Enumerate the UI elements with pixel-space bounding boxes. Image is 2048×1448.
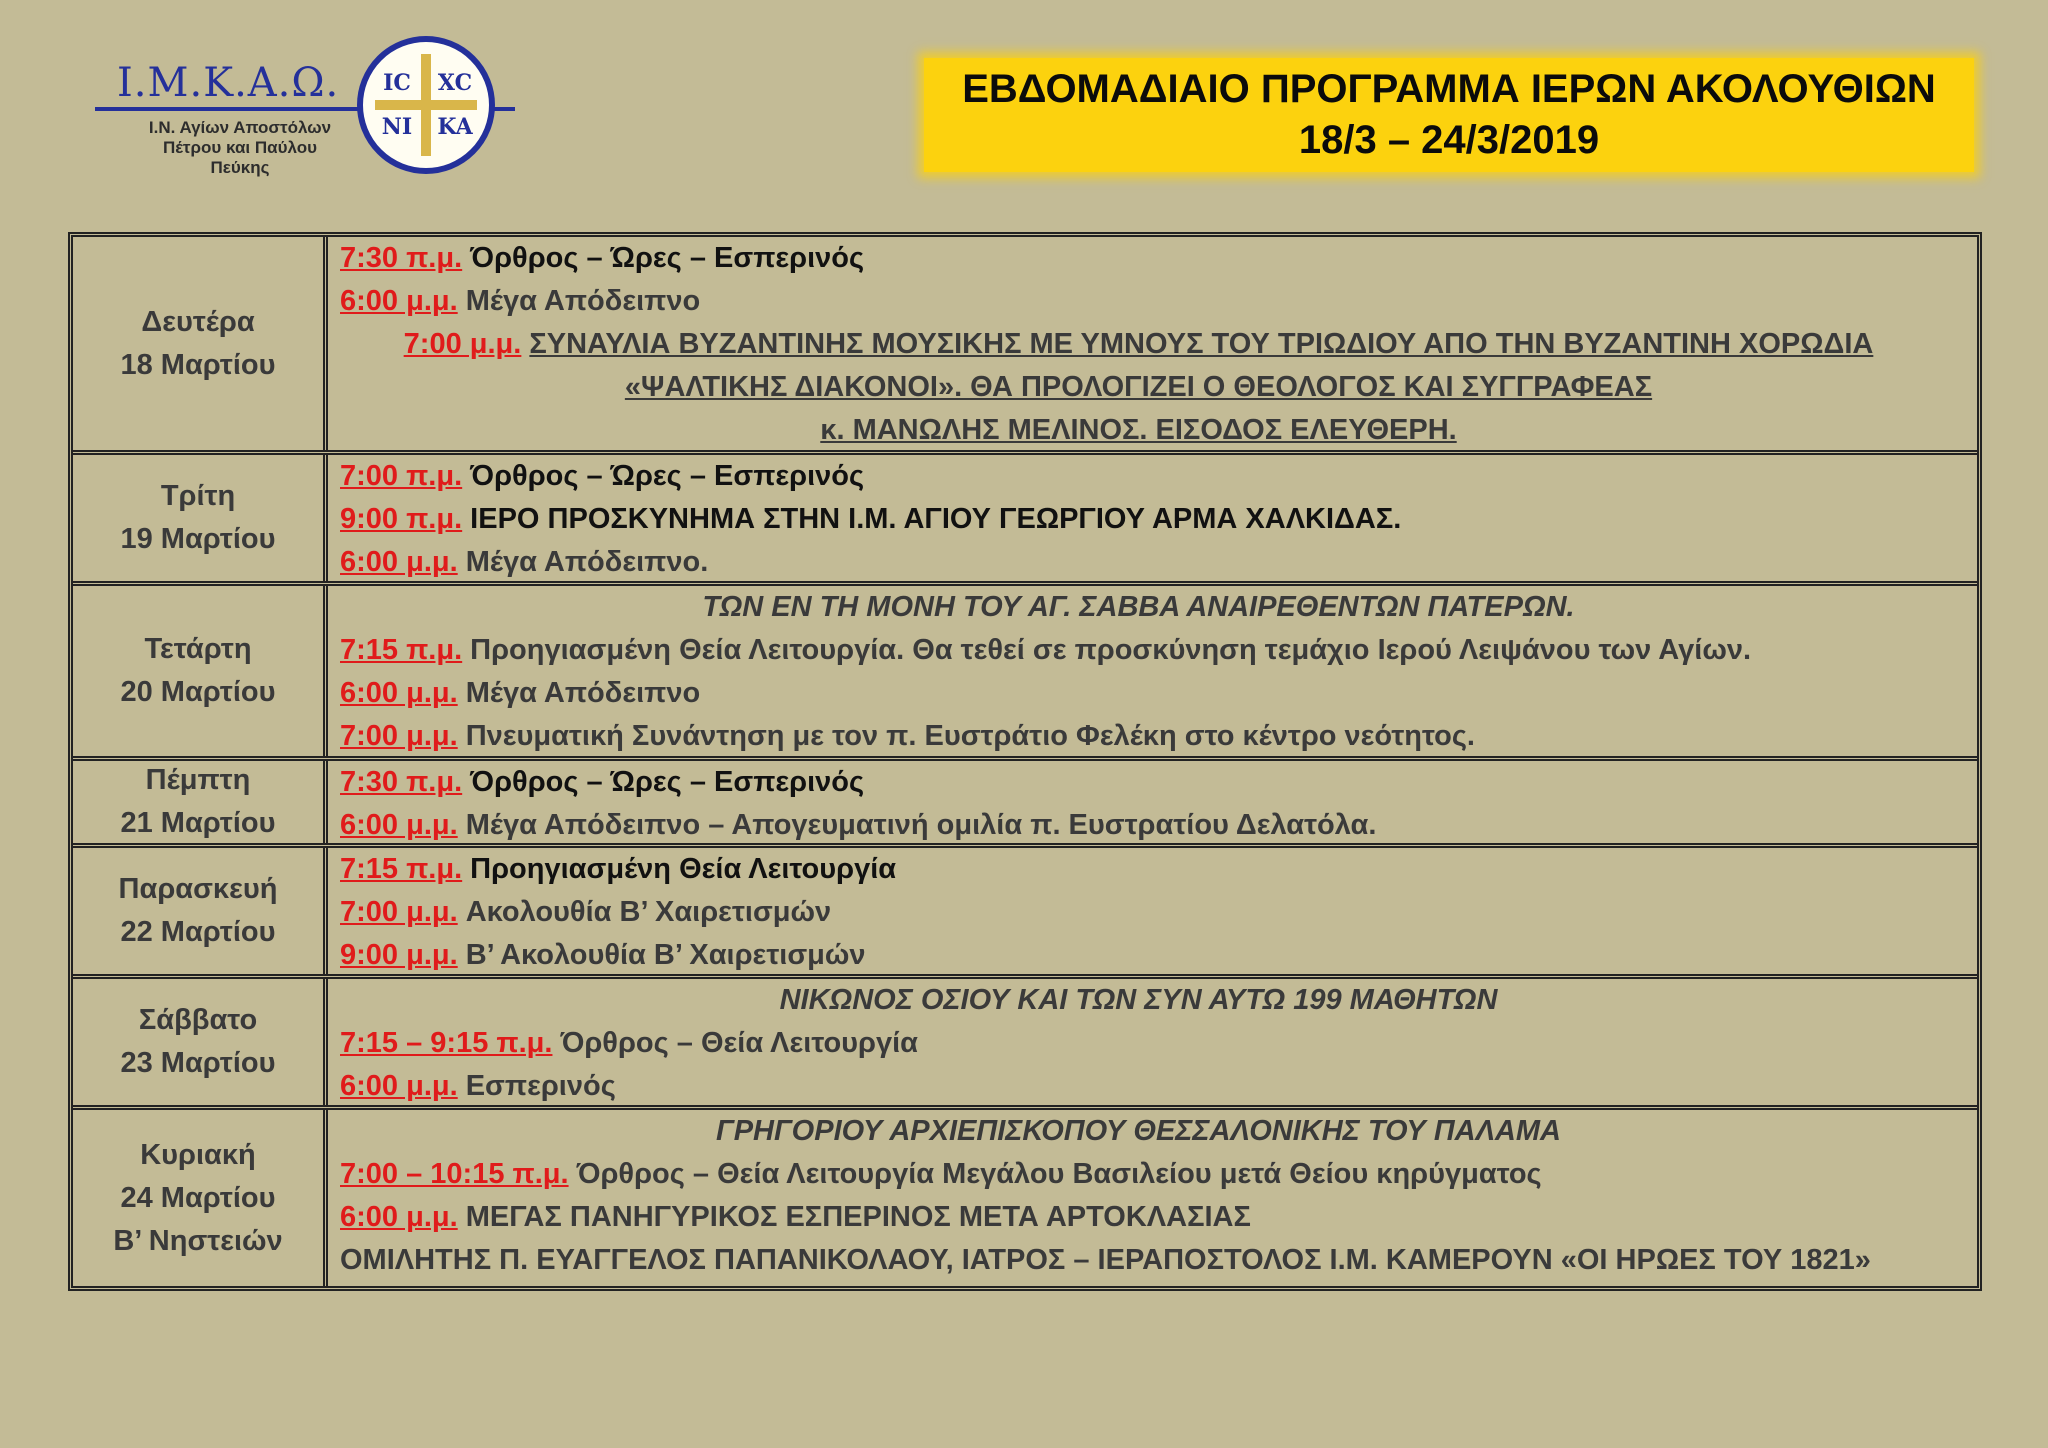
logo-subtitle-line: Πέτρου και Παύλου xyxy=(162,138,317,157)
day-day: Πέμπτη xyxy=(145,764,251,796)
day-cell xyxy=(73,237,328,450)
events-cell xyxy=(328,1110,1977,1286)
schedule-row xyxy=(73,237,1977,455)
event-text: Μέγα Απόδειπνο – Απογευματινή ομιλία π. Ευστρατίου Δελατόλα. xyxy=(465,809,1377,841)
events-cell xyxy=(328,848,1977,974)
page-date-range: 18/3 – 24/3/2019 xyxy=(1298,118,1600,162)
day-date: 20 Μαρτίου xyxy=(120,676,276,708)
event-time: 7:30 π.μ. xyxy=(340,242,463,274)
day-extra: Β’ Νηστειών xyxy=(113,1224,283,1257)
day-date: 24 Μαρτίου xyxy=(120,1181,276,1214)
icxc-nika-seal-icon xyxy=(357,36,495,174)
events-cell xyxy=(328,761,1977,843)
day-day: Κυριακή xyxy=(140,1138,256,1171)
event-text: Όρθρος – Ώρες – Εσπερινός xyxy=(470,766,865,798)
event-text: Όρθρος – Ώρες – Εσπερινός xyxy=(470,242,865,274)
day-day: Παρασκευή xyxy=(118,873,278,905)
event-text: Μέγα Απόδειπνο xyxy=(465,677,701,709)
seal-text: KA xyxy=(437,114,473,140)
event-text: Ακολουθία Β’ Χαιρετισμών xyxy=(465,896,832,928)
event-time: 7:15 – 9:15 π.μ. xyxy=(340,1027,553,1059)
event-text: Εσπερινός xyxy=(465,1070,616,1102)
event-line xyxy=(340,672,1977,715)
event-time: 6:00 μ.μ. xyxy=(340,1070,458,1102)
event-line xyxy=(340,891,1977,934)
event-line xyxy=(340,366,1977,409)
event-line xyxy=(340,455,1977,498)
event-line xyxy=(340,323,1977,366)
event-text: Προηγιασμένη Θεία Λειτουργία xyxy=(470,853,897,885)
event-text: Πνευματική Συνάντηση με τον π. Ευστράτιο Φελέκη στο κέντρο νεότητος. xyxy=(465,720,1475,752)
logo-subtitle xyxy=(95,118,385,178)
day-day: Τρίτη xyxy=(160,480,236,512)
event-time: 7:00 μ.μ. xyxy=(340,896,458,928)
event-text: «ΨΑΛΤΙΚΗΣ ΔΙΑΚΟΝΟΙ». ΘΑ ΠΡΟΛΟΓΙΖΕΙ Ο ΘΕΟΛΟΓΟΣ ΚΑΙ ΣΥΓΓΡΑΦΕΑΣ xyxy=(624,371,1653,403)
day-day: Δευτέρα xyxy=(141,305,255,338)
event-time: 6:00 μ.μ. xyxy=(340,546,458,578)
day-date: 21 Μαρτίου xyxy=(120,807,276,839)
event-line xyxy=(340,237,1977,280)
day-cell xyxy=(73,1110,328,1286)
day-day: Σάββατο xyxy=(138,1004,258,1036)
event-line xyxy=(340,629,1977,672)
event-line xyxy=(340,409,1977,452)
event-time: 9:00 μ.μ. xyxy=(340,939,458,971)
event-text: Μέγα Απόδειπνο. xyxy=(465,546,709,578)
day-date: 23 Μαρτίου xyxy=(120,1047,276,1079)
seal-text: NI xyxy=(381,114,413,140)
event-text: Όρθρος – Θεία Λειτουργία xyxy=(560,1027,918,1059)
event-text: ΙΕΡΟ ΠΡΟΣΚΥΝΗΜΑ ΣΤΗΝ Ι.Μ. ΑΓΙΟΥ ΓΕΩΡΓΙΟΥ ΑΡΜΑ ΧΑΛΚΙΔΑΣ. xyxy=(470,503,1402,535)
day-cell xyxy=(73,761,328,843)
event-line xyxy=(340,715,1977,758)
event-time: 7:00 μ.μ. xyxy=(403,328,522,360)
event-line xyxy=(340,1239,1977,1282)
schedule-row xyxy=(73,848,1977,979)
event-time: 7:30 π.μ. xyxy=(340,766,463,798)
page-title: ΕΒΔΟΜΑΔΙΑΙΟ ΠΡΟΓΡΑΜΜΑ ΙΕΡΩΝ ΑΚΟΛΟΥΘΙΩΝ xyxy=(962,67,1936,111)
event-line xyxy=(340,848,1977,891)
event-text: Β’ Ακολουθία Β’ Χαιρετισμών xyxy=(465,939,866,971)
parish-logo xyxy=(95,36,525,186)
event-line xyxy=(340,934,1977,977)
event-text: Όρθρος – Ώρες – Εσπερινός xyxy=(470,460,865,492)
event-text: Μέγα Απόδειπνο xyxy=(465,285,701,317)
event-time: 6:00 μ.μ. xyxy=(340,285,458,317)
events-cell xyxy=(328,237,1977,450)
event-line xyxy=(340,1065,1977,1108)
events-cell xyxy=(328,979,1977,1105)
schedule-row xyxy=(73,1110,1977,1286)
event-time: 7:15 π.μ. xyxy=(340,853,463,885)
events-cell xyxy=(328,586,1977,756)
event-time: 6:00 μ.μ. xyxy=(340,677,458,709)
feast-title: ΓΡΗΓΟΡΙΟΥ ΑΡΧΙΕΠΙΣΚΟΠΟΥ ΘΕΣΣΑΛΟΝΙΚΗΣ ΤΟΥ ΠΑΛΑΜΑ xyxy=(716,1115,1561,1147)
schedule-row xyxy=(73,586,1977,761)
event-text: Όρθρος – Θεία Λειτουργία Μεγάλου Βασιλείου μετά Θείου κηρύγματος xyxy=(576,1158,1542,1190)
schedule-row xyxy=(73,455,1977,586)
event-time: 7:00 – 10:15 π.μ. xyxy=(340,1158,569,1190)
day-cell xyxy=(73,979,328,1105)
day-date: 22 Μαρτίου xyxy=(120,916,276,948)
schedule-row xyxy=(73,761,1977,848)
logo-name: Ι.Μ.Κ.Α.Ω. xyxy=(117,60,340,106)
schedule-row xyxy=(73,979,1977,1110)
event-text: ΟΜΙΛΗΤΗΣ Π. ΕΥΑΓΓΕΛΟΣ ΠΑΠΑΝΙΚΟΛΑΟΥ, ΙΑΤΡΟΣ – ΙΕΡΑΠΟΣΤΟΛΟΣ Ι.Μ. ΚΑΜΕΡΟΥΝ «ΟΙ ΗΡΩΕΣ ΤΟΥ 1821» xyxy=(340,1244,1871,1276)
day-date: 18 Μαρτίου xyxy=(120,348,276,381)
event-line xyxy=(340,761,1977,804)
event-text: Προηγιασμένη Θεία Λειτουργία. Θα τεθεί σε προσκύνηση τεμάχιο Ιερού Λειψάνου των Αγίων. xyxy=(470,634,1752,666)
feast-title: ΝΙΚΩΝΟΣ ΟΣΙΟΥ ΚΑΙ ΤΩΝ ΣΥΝ ΑΥΤΩ 199 ΜΑΘΗΤΩΝ xyxy=(779,984,1498,1016)
day-day: Τετάρτη xyxy=(144,633,252,665)
day-date: 19 Μαρτίου xyxy=(120,523,276,555)
logo-subtitle-line: Πεύκης xyxy=(210,158,270,177)
event-line xyxy=(340,1153,1977,1196)
seal-text: IC xyxy=(383,70,411,96)
event-line xyxy=(340,280,1977,323)
event-time: 9:00 π.μ. xyxy=(340,503,463,535)
logo-subtitle-line: Ι.Ν. Αγίων Αποστόλων xyxy=(148,118,332,137)
event-time: 7:00 π.μ. xyxy=(340,460,463,492)
event-text: ΜΕΓΑΣ ΠΑΝΗΓΥΡΙΚΟΣ ΕΣΠΕΡΙΝΟΣ ΜΕΤΑ ΑΡΤΟΚΛΑΣΙΑΣ xyxy=(465,1201,1251,1233)
event-line xyxy=(340,804,1977,847)
title-banner xyxy=(924,58,1974,172)
seal-text: XC xyxy=(437,70,473,96)
schedule-table xyxy=(68,232,1982,1291)
event-text: ΣΥΝΑΥΛΙΑ ΒΥΖΑΝΤΙΝΗΣ ΜΟΥΣΙΚΗΣ ΜΕ ΥΜΝΟΥΣ ΤΟΥ ΤΡΙΩΔΙΟΥ ΑΠΟ ΤΗΝ ΒΥΖΑΝΤΙΝΗ ΧΟΡΩΔΙΑ xyxy=(529,328,1874,360)
event-time: 6:00 μ.μ. xyxy=(340,1201,458,1233)
events-cell xyxy=(328,455,1977,581)
event-line xyxy=(340,1022,1977,1065)
event-text: κ. ΜΑΝΩΛΗΣ ΜΕΛΙΝΟΣ. ΕΙΣΟΔΟΣ ΕΛΕΥΘΕΡΗ. xyxy=(820,414,1457,446)
day-cell xyxy=(73,848,328,974)
event-line xyxy=(340,1196,1977,1239)
feast-title: ΤΩΝ ΕΝ ΤΗ ΜΟΝΗ ΤΟΥ ΑΓ. ΣΑΒΒΑ ΑΝΑΙΡΕΘΕΝΤΩΝ ΠΑΤΕΡΩΝ. xyxy=(702,591,1575,623)
event-line xyxy=(340,498,1977,541)
event-time: 7:15 π.μ. xyxy=(340,634,463,666)
day-cell xyxy=(73,586,328,756)
event-line xyxy=(340,541,1977,584)
day-cell xyxy=(73,455,328,581)
event-time: 7:00 μ.μ. xyxy=(340,720,458,752)
event-time: 6:00 μ.μ. xyxy=(340,809,458,841)
